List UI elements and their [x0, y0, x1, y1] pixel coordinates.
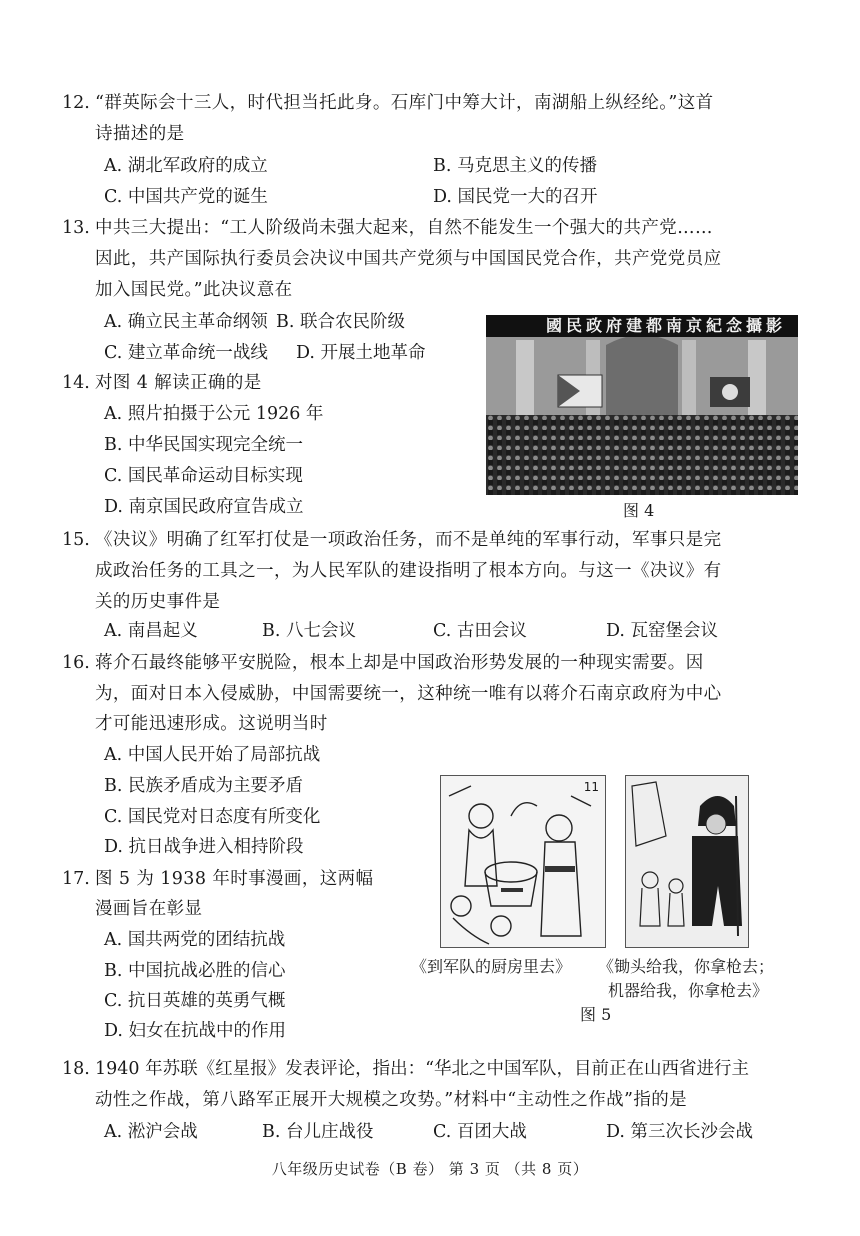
option-d: D. 抗日战争进入相持阶段	[104, 837, 304, 857]
question-stem: 为，面对日本入侵威胁，中国需要统一，这种统一唯有以蒋介石南京政府为中心	[95, 684, 722, 704]
question-stem: 加入国民党。”此决议意在	[95, 280, 293, 300]
page-footer: 八年级历史试卷（B 卷） 第 3 页 （共 8 页）	[271, 1160, 589, 1178]
question-stem: 成政治任务的工具之一，为人民军队的建设指明了根本方向。与这一《决议》有	[95, 561, 722, 581]
question-stem: 1940 年苏联《红星报》发表评论，指出：“华北之中国军队，目前正在山西省进行主	[95, 1059, 750, 1079]
option-d: D. 开展土地革命	[296, 343, 426, 363]
option-b: B. 民族矛盾成为主要矛盾	[104, 776, 303, 796]
option-d: D. 妇女在抗战中的作用	[104, 1021, 287, 1041]
question-number: 15.	[62, 530, 90, 550]
question-number: 13.	[62, 218, 90, 238]
figure-5-left-caption: 《到军队的厨房里去》	[411, 957, 572, 976]
question-stem: 关的历史事件是	[95, 592, 221, 612]
question-number: 18.	[62, 1059, 90, 1079]
question-number: 16.	[62, 653, 90, 673]
option-b: B. 八七会议	[262, 621, 356, 641]
question-stem: 图 5 为 1938 年时事漫画，这两幅	[95, 869, 374, 889]
option-c: C. 百团大战	[433, 1122, 527, 1142]
question-number: 12.	[62, 93, 90, 113]
option-d: D. 国民党一大的召开	[433, 187, 598, 207]
question-stem: 《决议》明确了红军打仗是一项政治任务，而不是单纯的军事行动，军事只是完	[95, 530, 722, 550]
question-stem: 因此，共产国际执行委员会决议中国共产党须与中国国民党合作，共产党党员应	[95, 249, 722, 269]
question-stem: 诗描述的是	[95, 124, 185, 144]
option-a: A. 中国人民开始了局部抗战	[104, 745, 321, 765]
figure-5-left-mark: 11	[583, 780, 599, 794]
question-number: 14.	[62, 373, 90, 393]
figure-4-photo	[486, 315, 798, 495]
option-c: C. 国民党对日态度有所变化	[104, 807, 321, 827]
question-stem: 对图 4 解读正确的是	[95, 373, 262, 393]
option-a: A. 国共两党的团结抗战	[104, 930, 286, 950]
figure-4-banner-text: 國民政府建都南京紀念攝影	[546, 316, 787, 335]
option-a: A. 南昌起义	[104, 621, 198, 641]
option-d: D. 南京国民政府宣告成立	[104, 497, 304, 517]
figure-5-left-cartoon	[440, 775, 606, 948]
question-stem: 才可能迅速形成。这说明当时	[95, 714, 328, 734]
option-b: B. 联合农民阶级	[276, 312, 405, 332]
question-stem: “群英际会十三人，时代担当托此身。石库门中筹大计，南湖船上纵经纶。”这首	[95, 93, 714, 113]
question-number: 17.	[62, 869, 90, 889]
question-stem: 蒋介石最终能够平安脱险，根本上却是中国政治形势发展的一种现实需要。因	[95, 653, 704, 673]
option-c: C. 古田会议	[433, 621, 527, 641]
option-a: A. 淞沪会战	[104, 1122, 198, 1142]
option-b: B. 台儿庄战役	[262, 1122, 374, 1142]
option-c: C. 国民革命运动目标实现	[104, 466, 303, 486]
figure-5-right-caption-line2: 机器给我，你拿枪去》	[608, 981, 769, 1000]
option-b: B. 马克思主义的传播	[433, 156, 597, 176]
question-stem: 动性之作战，第八路军正展开大规模之攻势。”材料中“主动性之作战”指的是	[95, 1090, 688, 1110]
option-b: B. 中国抗战必胜的信心	[104, 961, 286, 981]
option-d: D. 瓦窑堡会议	[606, 621, 719, 641]
question-stem: 漫画旨在彰显	[95, 899, 203, 919]
figure-5-caption: 图 5	[580, 1005, 612, 1024]
option-a: A. 照片拍摄于公元 1926 年	[104, 404, 324, 424]
figure-5-right-caption-line1: 《锄头给我，你拿枪去；	[598, 957, 775, 976]
option-c: C. 建立革命统一战线	[104, 343, 268, 363]
option-a: A. 湖北军政府的成立	[104, 156, 268, 176]
option-c: C. 抗日英雄的英勇气概	[104, 991, 286, 1011]
figure-5-right-cartoon	[625, 775, 749, 948]
option-b: B. 中华民国实现完全统一	[104, 435, 303, 455]
option-c: C. 中国共产党的诞生	[104, 187, 268, 207]
option-a: A. 确立民主革命纲领	[104, 312, 268, 332]
option-d: D. 第三次长沙会战	[606, 1122, 754, 1142]
question-stem: 中共三大提出：“工人阶级尚未强大起来，自然不能发生一个强大的共产党……	[95, 218, 713, 238]
figure-4-caption: 图 4	[623, 501, 655, 520]
